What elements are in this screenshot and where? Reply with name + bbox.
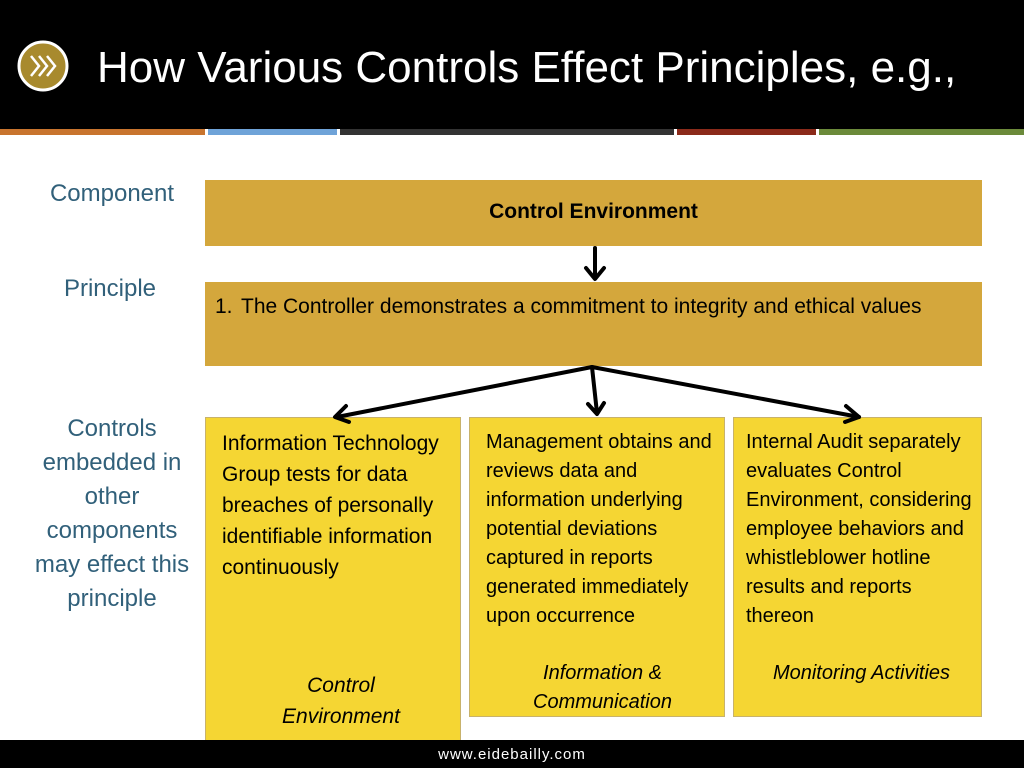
page-title: How Various Controls Effect Principles, e.g., xyxy=(97,43,957,92)
control-description: Management obtains and reviews data and information underlying potential deviations captured in reports generated immediately upon occurrence xyxy=(486,431,712,627)
controls-label: Controls embedded in other components may effect this principle xyxy=(34,415,190,612)
principle-text: The Controller demonstrates a commitment to integrity and ethical values xyxy=(241,295,922,318)
footer-url: www.eidebailly.com xyxy=(438,746,586,763)
arrow-principle-to-box3 xyxy=(592,367,859,417)
control-category: Control Environment xyxy=(282,674,400,728)
component-label: Component xyxy=(49,180,175,207)
arrow-principle-to-box2 xyxy=(592,367,597,413)
principle-label: Principle xyxy=(63,275,157,302)
component-box-text: Control Environment xyxy=(489,200,698,223)
control-description: Internal Audit separately evaluates Control Environment, considering employee behaviors and whistleblower hotline results and reports thereon xyxy=(746,431,972,627)
control-description: Information Technology Group tests for data breaches of personally identifiable information continuously xyxy=(222,432,439,579)
footer-bar xyxy=(0,740,1024,768)
control-category: Information & Communication xyxy=(533,662,672,713)
principle-number: 1. xyxy=(215,295,233,318)
arrow-principle-to-box1 xyxy=(337,367,592,417)
control-category: Monitoring Activities xyxy=(772,662,951,684)
